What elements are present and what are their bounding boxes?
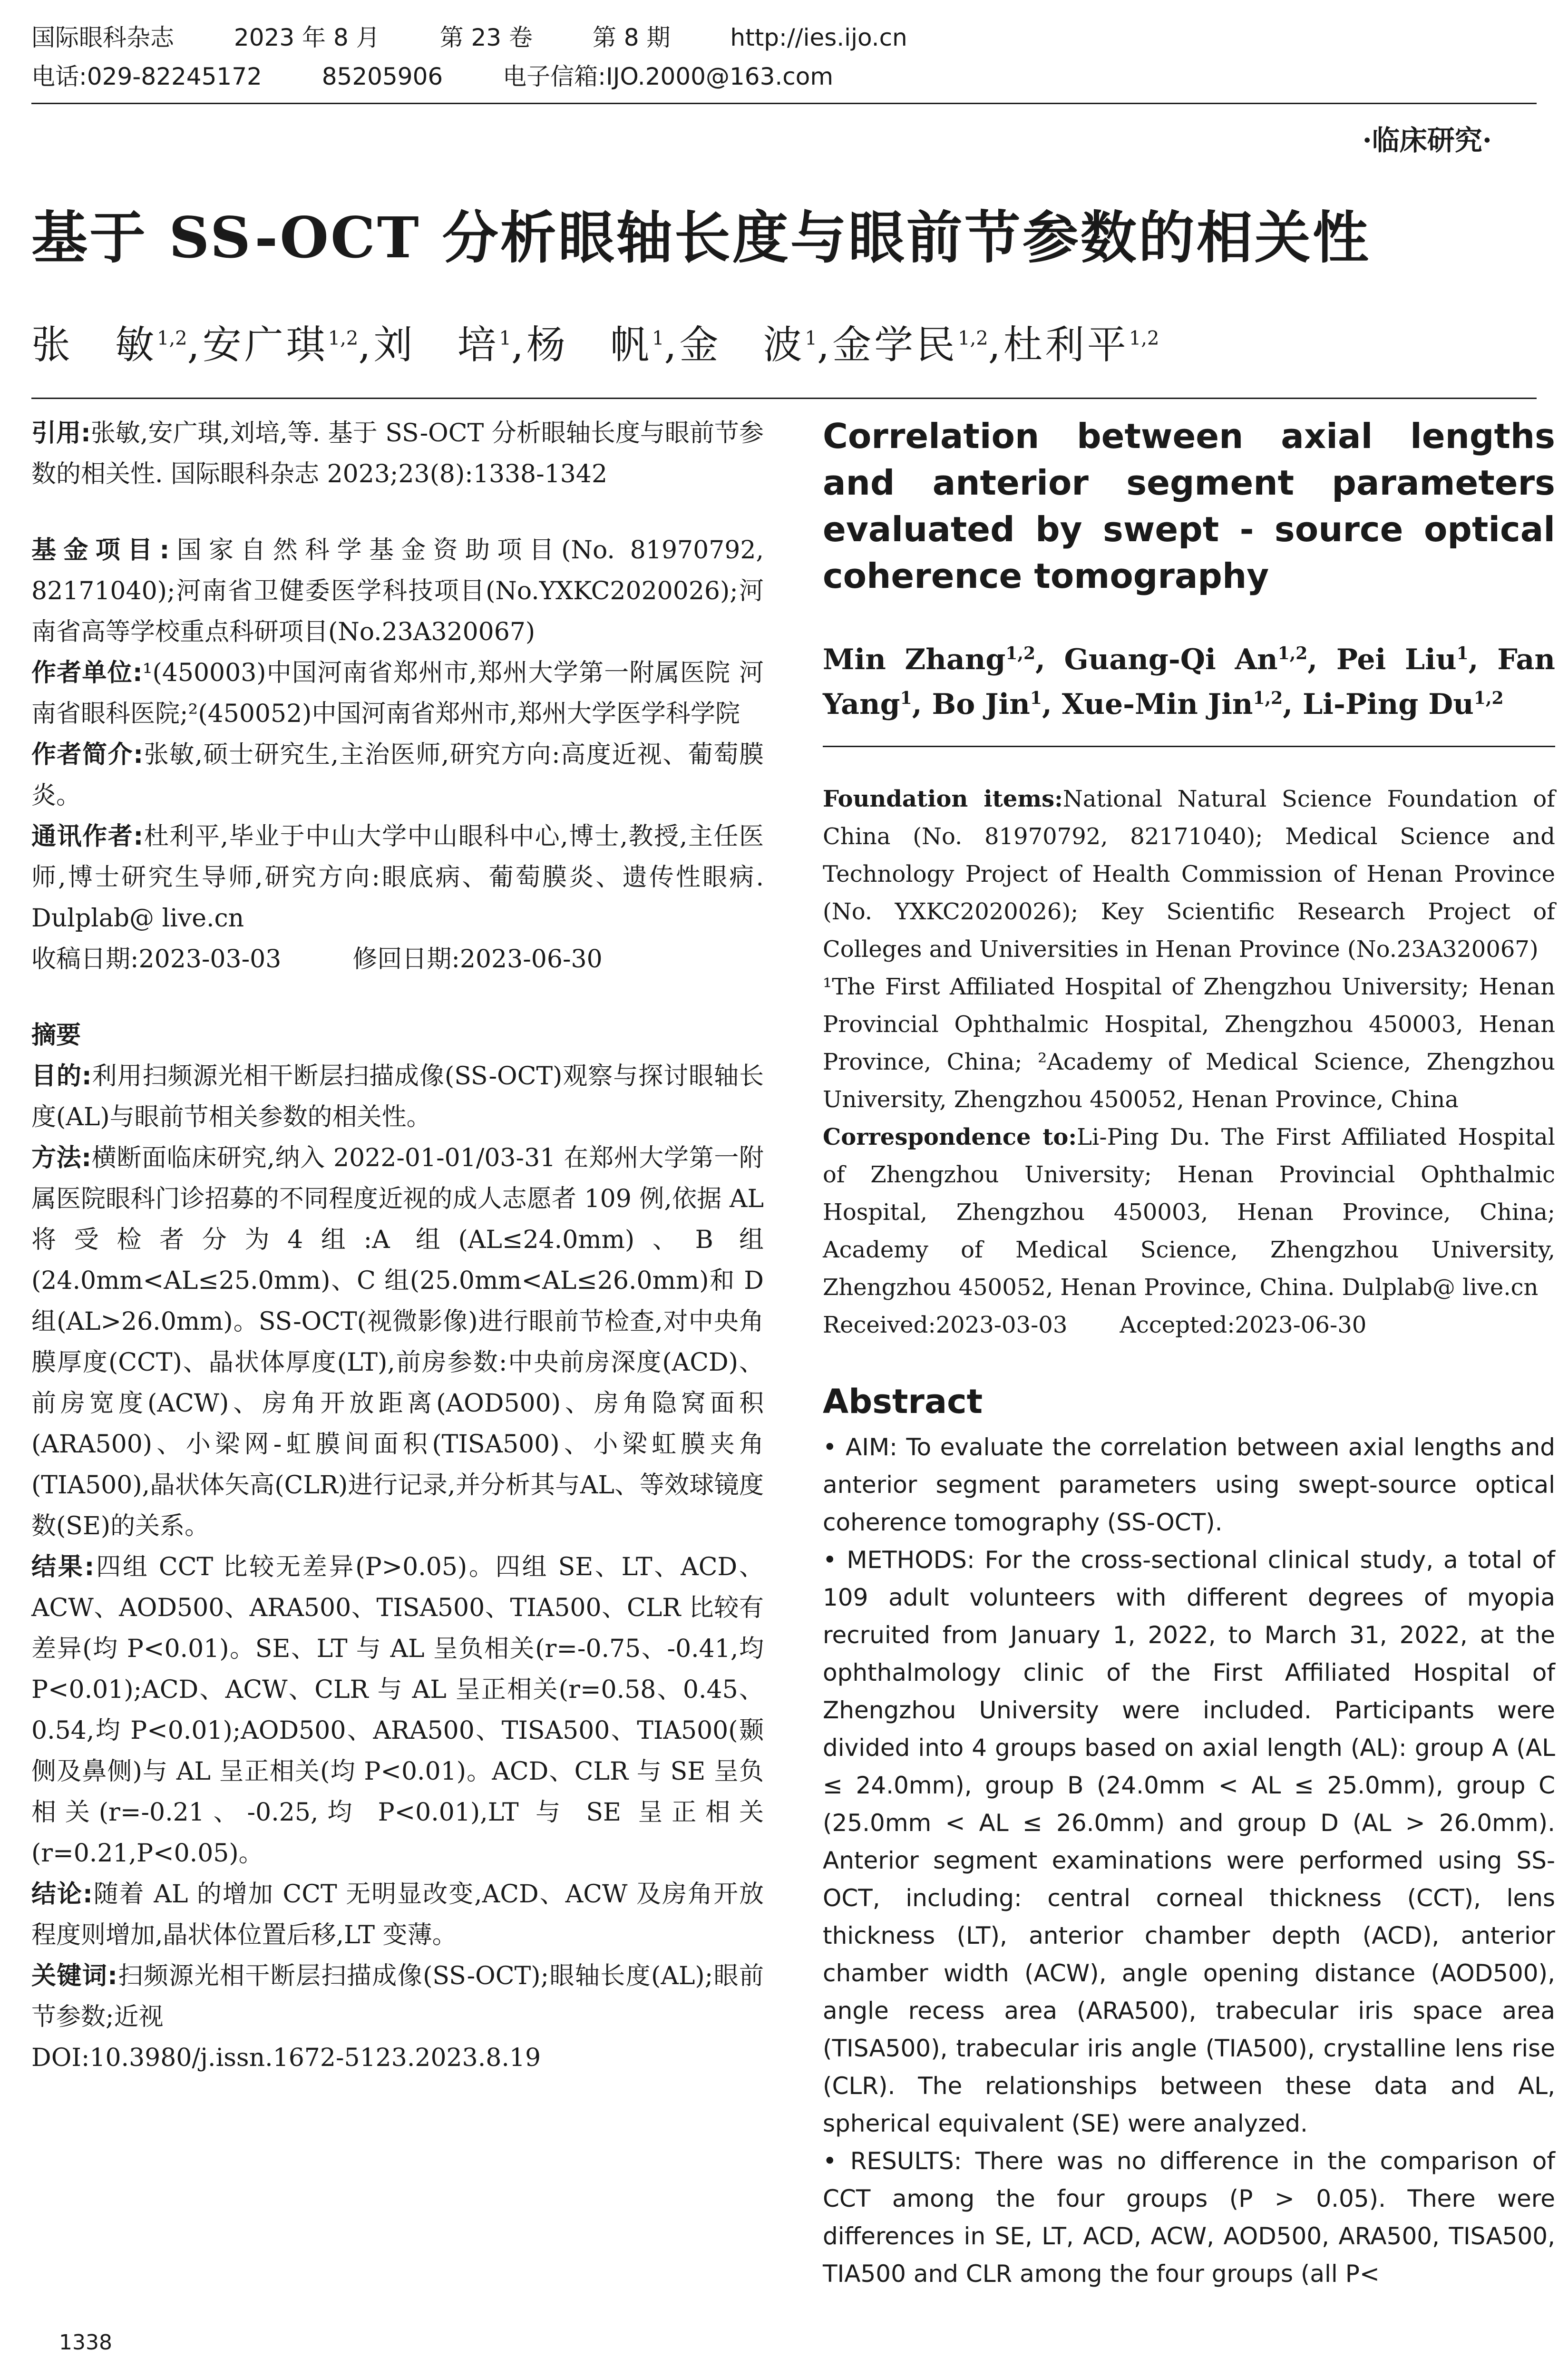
journal-name: 国际眼科杂志 — [31, 24, 174, 51]
issue-number: 第 8 期 — [592, 24, 671, 51]
journal-url[interactable]: http://ies.ijo.cn — [730, 24, 907, 51]
received-date: 收稿日期:2023-03-03 — [31, 945, 282, 974]
journal-header — [31, 18, 960, 96]
english-author-name: Li-Ping Du — [1302, 688, 1474, 721]
abstract-aim: • AIM: To evaluate the correlation between axial lengths and anterior segment parameters using swept-source optical coherence tomography (SS-OCT). — [823, 1433, 1555, 1536]
dates — [31, 939, 764, 980]
english-abstract-title: Abstract — [823, 1382, 983, 1421]
author-list: 张 敏$^{1,2}$,安广琪$^{1,2}$,刘 培$^1$,杨 帆$^1$,金 波$^1$,金学民$^{1,2}$,杜利平$^{1,2}$ — [31, 322, 1159, 368]
author-name: 张 敏 — [31, 322, 157, 368]
right-column — [823, 413, 1555, 2293]
english-author-rule — [823, 746, 1555, 747]
english-author-name: Min Zhang — [823, 643, 1006, 676]
english-received: Received:2023-03-03 — [823, 1312, 1068, 1338]
section-tag: ·临床研究· — [1362, 124, 1492, 156]
english-author-list: Min Zhang$^{1,2}$, Guang-Qi An$^{1,2}$, Pei Liu$^1$, Fan Yang$^1$, Bo Jin$^1$, Xue-Min Jin$^{1,2}$, Li-Ping Du$^{1,2}$ — [823, 643, 1556, 721]
english-accepted: Accepted:2023-06-30 — [1120, 1312, 1367, 1338]
english-abstract — [823, 1429, 1555, 2293]
author-name: 刘 培 — [373, 322, 499, 368]
english-author-name: Pei Liu — [1336, 643, 1457, 676]
header-line-2 — [31, 57, 960, 96]
author-affiliation: 1,2 — [328, 327, 359, 350]
abstract-conclusion: 结论:随着 AL 的增加 CCT 无明显改变,ACD、ACW 及房角开放程度则增加,晶状体位置后移,LT 变薄。 — [31, 1880, 764, 1949]
page-number: 1338 — [59, 2330, 112, 2355]
abstract-methods: • METHODS: For the cross-sectional clinical study, a total of 109 adult volunteers with different degrees of myopia recruited from January 1, 2022, to March 31, 2022, at the ophthalmology clinic of the First Affiliated Hospital of Zhengzhou University were included. Participants were divided into 4 groups based on axial length (AL): group A (AL ≤ 24.0mm), group B (24.0mm < AL ≤ 25.0mm), group C (25.0mm < AL ≤ 26.0mm) and group D (AL > 26.0mm). Anterior segment examinations were performed using SS-OCT, including: central corneal thickness (CCT), lens thickness (LT), anterior chamber depth (ACD), anterior chamber width (ACW), angle opening distance (AOD500), angle recess area (ARA500), trabecular iris space area (TISA500), trabecular iris angle (TIA500), crystalline lens rise (CLR). The relationships between these data and AL, spherical equivalent (SE) were analyzed. — [823, 1546, 1555, 2137]
english-author-name: Xue-Min Jin — [1062, 688, 1253, 721]
revised-date: 修回日期:2023-06-30 — [352, 945, 603, 974]
english-author-affiliation: 1 — [1456, 643, 1469, 663]
phone-2: 85205906 — [321, 63, 443, 90]
phone-1: 电话:029-82245172 — [31, 63, 262, 90]
correspondence: Correspondence to:Li-Ping Du. The First Affiliated Hospital of Zhengzhou University; Henan Provincial Ophthalmic Hospital, Zhengzhou 450003, Henan Province, China; Academy of Medical Science, Zhengzhou University, Zhengzhou 450052, Henan Province, China. Dulplab@ live.cn — [823, 1124, 1556, 1301]
abstract-method: 方法:横断面临床研究,纳入 2022-01-01/03-31 在郑州大学第一附属医院眼科门诊招募的不同程度近视的成人志愿者 109 例,依据 AL 将受检者分为4组:A 组(AL≤24.0mm)、B 组(24.0mm<AL≤25.0mm)、C 组(25.0mm<AL≤26.0mm)和 D 组(AL>26.0mm)。SS-OCT(视微影像)进行眼前节检查,对中央角膜厚度(CCT)、晶状体厚度(LT),前房参数:中央前房深度(ACD)、前房宽度(ACW)、房角开放距离(AOD500)、房角隐窝面积(ARA500)、小梁网-虹膜间面积(TISA500)、小梁虹膜夹角(TIA500),晶状体矢高(CLR)进行记录,并分析其与AL、等效球镜度数(SE)的关系。 — [31, 1144, 764, 1540]
abstract-result: 结果:四组 CCT 比较无差异(P>0.05)。四组 SE、LT、ACD、ACW、AOD500、ARA500、TISA500、TIA500、CLR 比较有差异(均 P<0.01)。SE、LT 与 AL 呈负相关(r=-0.75、-0.41,均 P<0.01);ACD、ACW、CLR 与 AL 呈正相关(r=0.58、0.45、0.54,均 P<0.01);AOD500、ARA500、TISA500、TIA500(颞侧及鼻侧)与 AL 呈正相关(均 P<0.01)。ACD、CLR 与 SE 呈负相关(r=-0.21、-0.25,均 P<0.01),LT 与 SE 呈正相关(r=0.21,P<0.05)。 — [31, 1553, 764, 1868]
english-title: Correlation between axial lengths and anterior segment parameters evaluated by swept - source optical coherence tomography — [823, 416, 1555, 596]
english-author-affiliation: 1 — [1030, 688, 1042, 708]
doi[interactable]: DOI:10.3980/j.issn.1672-5123.2023.8.19 — [31, 2044, 541, 2072]
author-name: 杨 帆 — [526, 322, 652, 368]
english-author-affiliation: 1,2 — [1253, 688, 1283, 708]
english-author-affiliation: 1 — [900, 688, 912, 708]
author-affiliation: 1 — [499, 327, 511, 350]
foundation-items: Foundation items:National Natural Science Foundation of China (No. 81970792, 82171040); Medical Science and Technology Project of Health Commission of Henan Province (No. YXKC2020026); Key Scientific Research Project of Colleges and Universities in Henan Province (No.23A320067) — [823, 786, 1555, 963]
author-units: 作者单位:¹(450003)中国河南省郑州市,郑州大学第一附属医院 河南省眼科医院;²(450052)中国河南省郑州市,郑州大学医学科学院 — [31, 659, 764, 728]
volume: 第 23 卷 — [439, 24, 533, 51]
journal-email[interactable]: 电子信箱:IJO.2000@163.com — [503, 63, 834, 90]
english-author-affiliation: 1,2 — [1005, 643, 1035, 663]
author-affiliation: 1 — [805, 327, 817, 350]
author-affiliation: 1,2 — [157, 327, 187, 350]
abstract-results: • RESULTS: There was no difference in the comparison of CCT among the four groups (P > 0.05). There were differences in SE, LT, ACD, ACW, AOD500, ARA500, TISA500, TIA500 and CLR among the four groups (all P< — [823, 2147, 1555, 2288]
english-meta — [823, 780, 1555, 1344]
affiliations: ¹The First Affiliated Hospital of Zhengzhou University; Henan Provincial Ophthalmic Hospital, Zhengzhou 450003, Henan Province, China; ²Academy of Medical Science, Zhengzhou University, Zhengzhou 450052, Henan Province, China — [823, 974, 1555, 1113]
english-author-affiliation: 1,2 — [1473, 688, 1504, 708]
header-rule — [31, 103, 1537, 104]
issue-date: 2023 年 8 月 — [234, 24, 380, 51]
citation: 引用:张敏,安广琪,刘培,等. 基于 SS-OCT 分析眼轴长度与眼前节参数的相关性. 国际眼科杂志 2023;23(8):1338-1342 — [31, 419, 764, 488]
abstract-purpose: 目的:利用扫频源光相干断层扫描成像(SS-OCT)观察与探讨眼轴长度(AL)与眼前节相关参数的相关性。 — [31, 1062, 764, 1131]
english-author-affiliation: 1,2 — [1277, 643, 1308, 663]
author-name: 金 波 — [679, 322, 805, 368]
left-column — [31, 413, 764, 2078]
english-author-name: Guang-Qi An — [1064, 643, 1278, 676]
english-dates — [823, 1306, 1555, 1344]
author-affiliation: 1 — [652, 327, 664, 350]
header-line-1 — [31, 18, 960, 57]
corresponding-author: 通讯作者:杜利平,毕业于中山大学中山眼科中心,博士,教授,主任医师,博士研究生导师,研究方向:眼底病、葡萄膜炎、遗传性眼病. Dulplab@ live.cn — [31, 822, 764, 933]
author-affiliation: 1,2 — [958, 327, 988, 350]
author-name: 金学民 — [832, 322, 958, 368]
abstract-heading: 摘要 — [31, 1021, 81, 1050]
english-author-name: Bo Jin — [932, 688, 1030, 721]
english-author-name: Fan Yang — [823, 643, 1556, 721]
article-title: 基于 SS-OCT 分析眼轴长度与眼前节参数的相关性 — [31, 205, 1371, 271]
keywords: 关键词:扫频源光相干断层扫描成像(SS-OCT);眼轴长度(AL);眼前节参数;近视 — [31, 1962, 764, 2031]
fund-info: 基金项目:国家自然科学基金资助项目(No. 81970792, 82171040);河南省卫健委医学科技项目(No.YXKC2020026);河南省高等学校重点科研项目(No.23A320067) — [31, 536, 764, 646]
author-name: 安广琪 — [202, 322, 328, 368]
title-rule — [31, 398, 1537, 399]
author-name: 杜利平 — [1003, 322, 1129, 368]
author-bio: 作者简介:张敏,硕士研究生,主治医师,研究方向:高度近视、葡萄膜炎。 — [31, 740, 764, 810]
author-affiliation: 1,2 — [1129, 327, 1159, 350]
